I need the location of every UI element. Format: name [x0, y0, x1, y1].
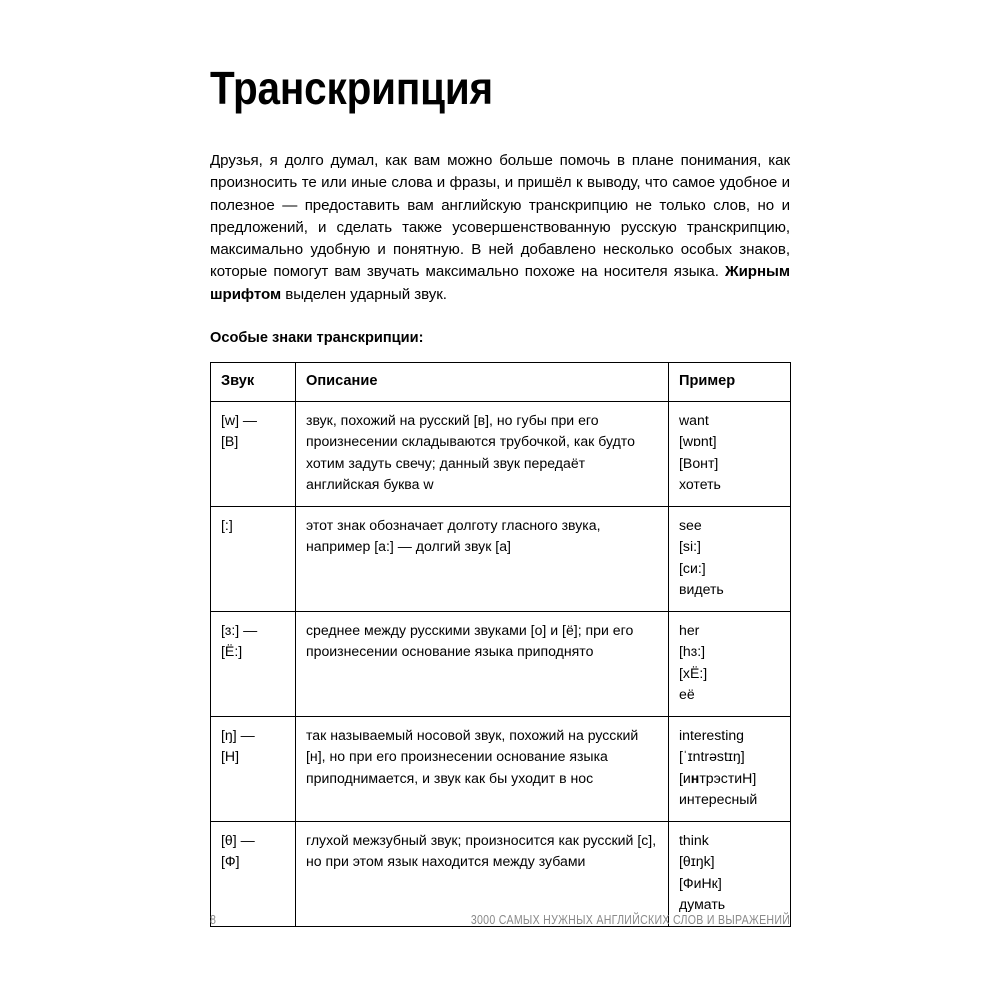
example-word: interesting — [679, 726, 745, 743]
cell-sound — [211, 716, 296, 821]
example-translation: хотеть — [679, 476, 721, 493]
footer-page-number: 8 — [210, 912, 217, 927]
sound-line: [w] — — [221, 411, 258, 428]
intro-bold-phrase: Жирным шрифтом — [210, 263, 790, 303]
column-header-example: Пример — [669, 363, 791, 402]
cell-example — [669, 716, 791, 821]
cell-sound — [211, 506, 296, 611]
example-translation: интересный — [679, 791, 758, 808]
example-ipa: [hɜ:] — [679, 643, 706, 660]
intro-text-part1: Друзья, я долго думал, как вам можно больше помочь в плане понимания, как произносить те или иные слова и фразы, и пришёл к выводу, что самое удобное и полезное — предоставить вам английскую транскрипцию не только слов, но и предложений, и сделать также усовершенствованную русскую транскрипцию, максимально удобную и понятную. В ней добавлено несколько особых знаков, которые помогут вам звучать максимально похоже на носителя языка. — [210, 152, 790, 281]
example-russian-transcription: [си:] — [679, 559, 706, 576]
intro-text-part2: выделен ударный звук. — [281, 285, 447, 303]
table-body — [211, 401, 791, 926]
footer-book-title: 3000 САМЫХ НУЖНЫХ АНГЛИЙСКИХ СЛОВ И ВЫРАЖЕНИЙ — [470, 913, 790, 927]
sound-line: [Ф] — [221, 853, 240, 870]
example-translation: думать — [679, 896, 726, 913]
page-title: Транскрипция — [210, 62, 493, 114]
sound-line: [:] — [221, 516, 233, 533]
cell-description: этот знак обозначает долготу гласного звука, например [a:] — долгий звук [a] — [296, 506, 669, 611]
cell-sound — [211, 821, 296, 926]
example-word: want — [679, 411, 709, 428]
cell-sound — [211, 611, 296, 716]
intro-paragraph — [210, 114, 790, 306]
cell-example — [669, 821, 791, 926]
cell-sound — [211, 401, 296, 506]
example-word: her — [679, 621, 700, 638]
cell-example — [669, 611, 791, 716]
section-subheading: Особые знаки транскрипции: — [210, 330, 424, 347]
example-russian-transcription: [хЁ:] — [679, 664, 708, 681]
sound-line: [В] — [221, 433, 239, 450]
page-content — [210, 0, 790, 927]
cell-example — [669, 401, 791, 506]
cell-description: среднее между русскими звуками [о] и [ё]; при его произнесении основание языка приподнято — [296, 611, 669, 716]
table-row — [211, 716, 791, 821]
page-footer — [210, 912, 790, 927]
example-ipa: [θɪŋk] — [679, 853, 715, 870]
table-row — [211, 401, 791, 506]
column-header-sound: Звук — [211, 363, 296, 402]
cell-description: звук, похожий на русский [в], но губы при его произнесении складываются трубочкой, как будто хотим задуть свечу; данный звук передаёт английская буква w — [296, 401, 669, 506]
example-ipa: [si:] — [679, 538, 701, 555]
example-russian-transcription: [интрэстиН] — [679, 769, 757, 786]
table-row — [211, 611, 791, 716]
example-word: see — [679, 516, 702, 533]
table-row — [211, 821, 791, 926]
sound-line: [Ё:] — [221, 643, 243, 660]
sound-line: [ŋ] — — [221, 726, 255, 743]
example-translation: её — [679, 686, 695, 703]
example-ipa: [wɒnt] — [679, 433, 717, 450]
example-word: think — [679, 831, 709, 848]
cell-description: глухой межзубный звук; произносится как русский [с], но при этом язык находится между зубами — [296, 821, 669, 926]
signs-table-wrapper — [210, 348, 790, 927]
column-header-description: Описание — [296, 363, 669, 402]
table-row — [211, 506, 791, 611]
table-header — [211, 363, 791, 402]
example-translation: видеть — [679, 581, 724, 598]
example-ipa: [ˈɪntrəstɪŋ] — [679, 748, 745, 765]
sound-line: [θ] — — [221, 831, 255, 848]
cell-description: так называемый носовой звук, похожий на русский [н], но при его произнесении основание языка приподнимается, и звук как бы уходит в нос — [296, 716, 669, 821]
sound-line: [Н] — [221, 748, 240, 765]
cell-example — [669, 506, 791, 611]
table-header-row — [211, 363, 791, 402]
sound-line: [ɜ:] — — [221, 621, 258, 638]
example-russian-transcription: [Вонт] — [679, 454, 719, 471]
transcription-signs-table — [210, 362, 791, 927]
example-russian-transcription: [ФиНк] — [679, 874, 722, 891]
